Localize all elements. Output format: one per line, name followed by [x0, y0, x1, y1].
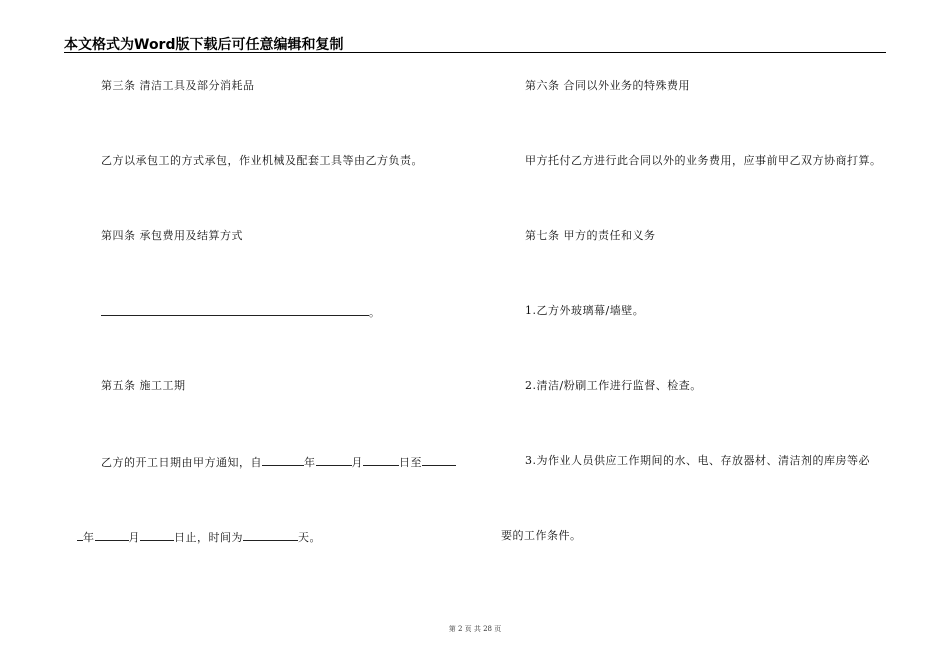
month-label-2: 月: [128, 531, 140, 544]
article7-item-1: 1.乙方外玻璃幕/墙壁。: [525, 304, 645, 317]
article5-line-2: [77, 529, 321, 545]
article7-title: 第七条 甲方的责任和义务: [525, 229, 656, 242]
article4-title: 第四条 承包费用及结算方式: [101, 229, 243, 242]
article5-title: 第五条 施工工期: [101, 379, 186, 392]
duration-prefix: 日止，时间为: [174, 531, 243, 544]
page-number: 第 2 页 共 28 页: [448, 625, 502, 633]
start-year-blank[interactable]: [262, 454, 304, 466]
end-month-blank[interactable]: [95, 529, 129, 541]
article7-item-2: 2.清洁/粉刷工作进行监督、检查。: [525, 379, 702, 392]
start-date-prefix: 乙方的开工日期由甲方通知，自: [101, 456, 262, 469]
start-month-blank[interactable]: [316, 454, 352, 466]
document-header-title: 本文格式为Word版下载后可任意编辑和复制: [64, 37, 344, 53]
article5-line-1: [101, 454, 456, 470]
article4-fill-line: [101, 304, 381, 320]
article7-item-3-line-1: 3.为作业人员供应工作期间的水、电、存放器材、清洁剂的库房等必: [525, 454, 870, 467]
days-label: 天。: [298, 531, 321, 544]
start-day-blank[interactable]: [363, 454, 399, 466]
article7-item-3-line-2: 要的工作条件。: [501, 529, 582, 542]
day-to-label: 日至: [399, 456, 422, 469]
fill-in-blank[interactable]: [101, 304, 369, 316]
end-year-blank[interactable]: [422, 454, 456, 466]
year-label: 年: [304, 456, 316, 469]
duration-days-blank[interactable]: [243, 529, 298, 541]
article3-title: 第三条 清洁工具及部分消耗品: [101, 79, 255, 92]
article6-title: 第六条 合同以外业务的特殊费用: [525, 79, 690, 92]
month-label: 月: [351, 456, 363, 469]
end-day-blank[interactable]: [140, 529, 174, 541]
article6-body: 甲方托付乙方进行此合同以外的业务费用，应事前甲乙双方协商打算。: [525, 154, 882, 167]
article4-blank-end: 。: [369, 306, 381, 319]
header-divider: [64, 52, 886, 53]
year-label-2: 年: [83, 531, 95, 544]
article3-body: 乙方以承包工的方式承包，作业机械及配套工具等由乙方负责。: [101, 154, 423, 167]
